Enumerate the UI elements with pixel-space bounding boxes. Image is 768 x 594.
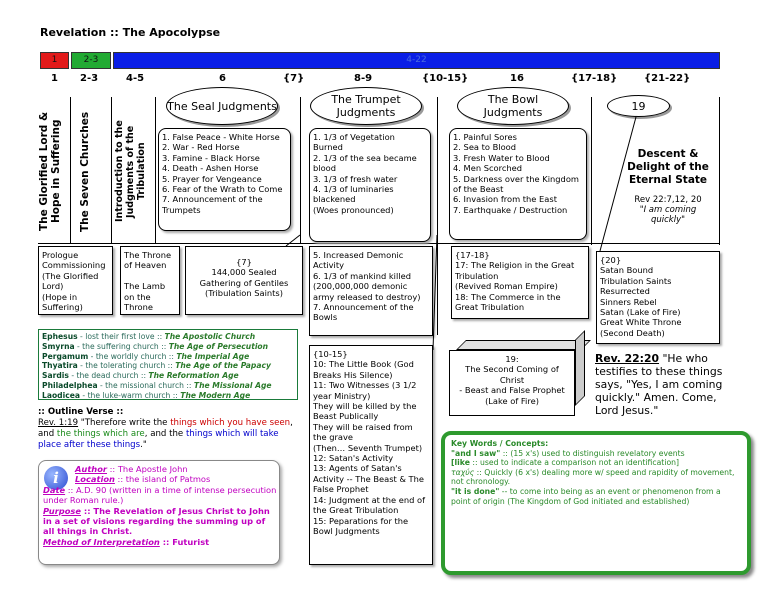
second-coming-box: 19: The Second Coming of Christ - Beast and False Prophet (Lake of Fire) [449,350,575,416]
tick-2-3: 2-3 [80,73,99,84]
church-age: The Reformation Age [148,371,239,381]
church-desc: - the suffering church :: [74,341,169,351]
key-word-item: ταχύς :: Quickly (6 x's) dealing more w/ speed and rapidity of movement, not chronology. [451,467,735,487]
church-age: The Missional Age [193,380,272,390]
church-age: The Modern Age [180,390,251,400]
rev-22-20-quote [595,352,735,417]
church-name: Thyatira [42,361,78,371]
prologue-box: Prologue Commissioning (The Glorified Lord) (Hope in Suffering) [38,246,113,315]
tick-7: {7} [283,73,305,84]
church-age: The Imperial Age [176,351,250,361]
church-name: Philadelphea [42,380,98,390]
church-name: Ephesus [42,332,78,341]
eternal-state-heading: Descent & Delight of the Eternal State [627,148,709,186]
bowl-judgments-list: 1. Painful Sores 2. Sea to Blood 3. Fresh Water to Blood 4. Men Scorched 5. Darkness over the Kingdom of the Beast 6. Invasion from the East 7. Earthquake / Destruction [449,128,587,240]
church-item [42,381,294,391]
rev-22-20-ref: Rev. 22:20 [595,352,660,365]
tick-6: 6 [219,73,226,84]
info-icon: i [44,466,68,490]
date-line: Date :: A.D. 90 (written in a time of intense persecution under Roman rule.) [43,484,277,506]
babylon-box: {17-18} 17: The Religion in the Great Tribulation (Revived Roman Empire) 18: The Commerce in the Great Tribulation [451,246,589,319]
connector-line [600,117,636,251]
church-name: Smyrna [42,341,75,351]
church-desc: - the worldly church :: [88,351,177,361]
key-word-item: "and I saw" :: (15 x's) used to distinguish revelatory events [451,448,685,458]
church-item [42,371,294,381]
info-box [38,460,280,565]
key-word-item: [like :: used to indicate a comparison not an identification] [451,458,680,468]
church-name: Sardis [42,371,69,381]
tick-4-5: 4-5 [126,73,145,84]
rev-22-20-text: "He who testifies to these things says, "Yes, I am coming quickly." Amen. Come, Lord Jesus." [595,352,723,417]
tick-8-9: 8-9 [354,73,373,84]
author-line: Author :: The Apostle John [75,464,188,474]
page-title: Revelation :: The Apocolypse [40,26,221,39]
church-desc: - lost their first love :: [77,332,165,341]
column-label-glorified-lord: The Glorified Lord & Hope in Suffering [38,111,62,232]
outline-ref: Rev. 1:19 [38,418,79,428]
sealed-box: {7} 144,000 Sealed Gathering of Gentiles (Tribulation Saints) [185,246,303,315]
connector-line [433,235,437,350]
info-text [43,464,277,547]
connector-line [286,235,300,246]
trumpet-continued-box: 5. Increased Demonic Activity 6. 1/3 of mankind killed (200,000,000 demonic army released to destroy) 7. Announcement of the Bowls [309,246,433,336]
church-desc: - the tolerating church :: [77,361,176,371]
church-item [42,342,294,352]
church-item [42,352,294,362]
church-name: Pergamum [42,351,89,361]
church-desc: - the missional church :: [97,380,194,390]
method-line: Method of Interpretation :: Futurist [43,536,210,547]
outline-verse [38,407,300,451]
bowl-judgments-cloud: The Bowl Judgments [457,87,569,125]
tick-17-18: {17-18} [571,73,618,84]
chapter-bar-1-label: 1 [51,55,58,65]
church-item [42,332,294,342]
throne-box: The Throne of Heaven The Lamb on the Throne [120,246,180,315]
church-desc: - the luke-warm church :: [80,390,181,400]
churches-list [38,329,298,400]
eternal-state-quote: "I am coming quickly" [639,205,697,225]
tick-1: 1 [51,73,58,84]
key-words-heading: Key Words / Concepts: [451,439,549,448]
trumpet-judgments-list: 1. 1/3 of Vegetation Burned 2. 1/3 of the sea became blood 3. 1/3 of fresh water 4. 1/3 of luminaries blackened (Woes pronounced) [309,128,431,242]
location-line: Location :: the island of Patmos [75,474,211,485]
church-item [42,361,294,371]
column-label-intro-judgments: Introduction to the Judgments of the Tribulation [114,120,147,223]
key-word-item: "it is done" -- to come into being as an event or phenomenon from a point of origin (The Kingdom of God initiated and established) [451,486,721,506]
church-age: The Age of the Papacy [175,361,271,371]
church-age: The Age of Persecution [168,341,269,351]
chapter-bar-2-3-label: 2-3 [83,55,99,65]
church-desc: - the dead church :: [68,371,149,381]
tick-21-22: {21-22} [644,73,691,84]
interlude-box: {10-15} 10: The Little Book (God Breaks His Silence) 11: Two Witnesses (3 1/2 year Ministry) They will be killed by the Beast Publically They will be raised from the grave (Then… Seventh Trumpet) 12: Satan's Activity 13: Agents of Satan's Activity -- The Beast & The False Prophet 14: Judgment at the end of the Great Tribulation 15: Peparations for the Bowl Judgments [309,345,433,565]
trumpet-judgments-cloud: The Trumpet Judgments [310,87,422,125]
outline-text: Rev. 1:19 "Therefore write the things which you have seen, and the things which are, and the things which will take place after these things." [38,418,293,450]
column-label-seven-churches: The Seven Churches [79,111,91,232]
purpose-line: Purpose :: The Revelation of Jesus Christ to John in a set of visions regarding the summing up of all things in Christ. [43,505,270,537]
millennium-box: {20} Satan Bound Tribulation Saints Resurrected Sinners Rebel Satan (Lake of Fire) Great White Throne (Second Death) [596,251,720,344]
church-age: The Apostolic Church [164,332,256,341]
chapter-bar-4-22-label: 4-22 [406,55,427,65]
seal-judgments-list: 1. False Peace - White Horse 2. War - Red Horse 3. Famine - Black Horse 4. Death - Ashen Horse 5. Prayer for Vengeance 6. Fear of the Wrath to Come 7. Announcement of the Trumpets [158,128,291,231]
key-words-box [441,431,751,575]
church-item [42,391,294,401]
chapter-19-cloud: 19 [607,95,670,117]
outline-heading: :: Outline Verse :: [38,407,124,417]
tick-10-15: {10-15} [422,73,469,84]
eternal-state-ref: Rev 22:7,12, 20 [634,195,702,205]
church-name: Laodicea [42,390,80,400]
seal-judgments-cloud: The Seal Judgments [166,87,278,125]
tick-16: 16 [510,73,524,84]
